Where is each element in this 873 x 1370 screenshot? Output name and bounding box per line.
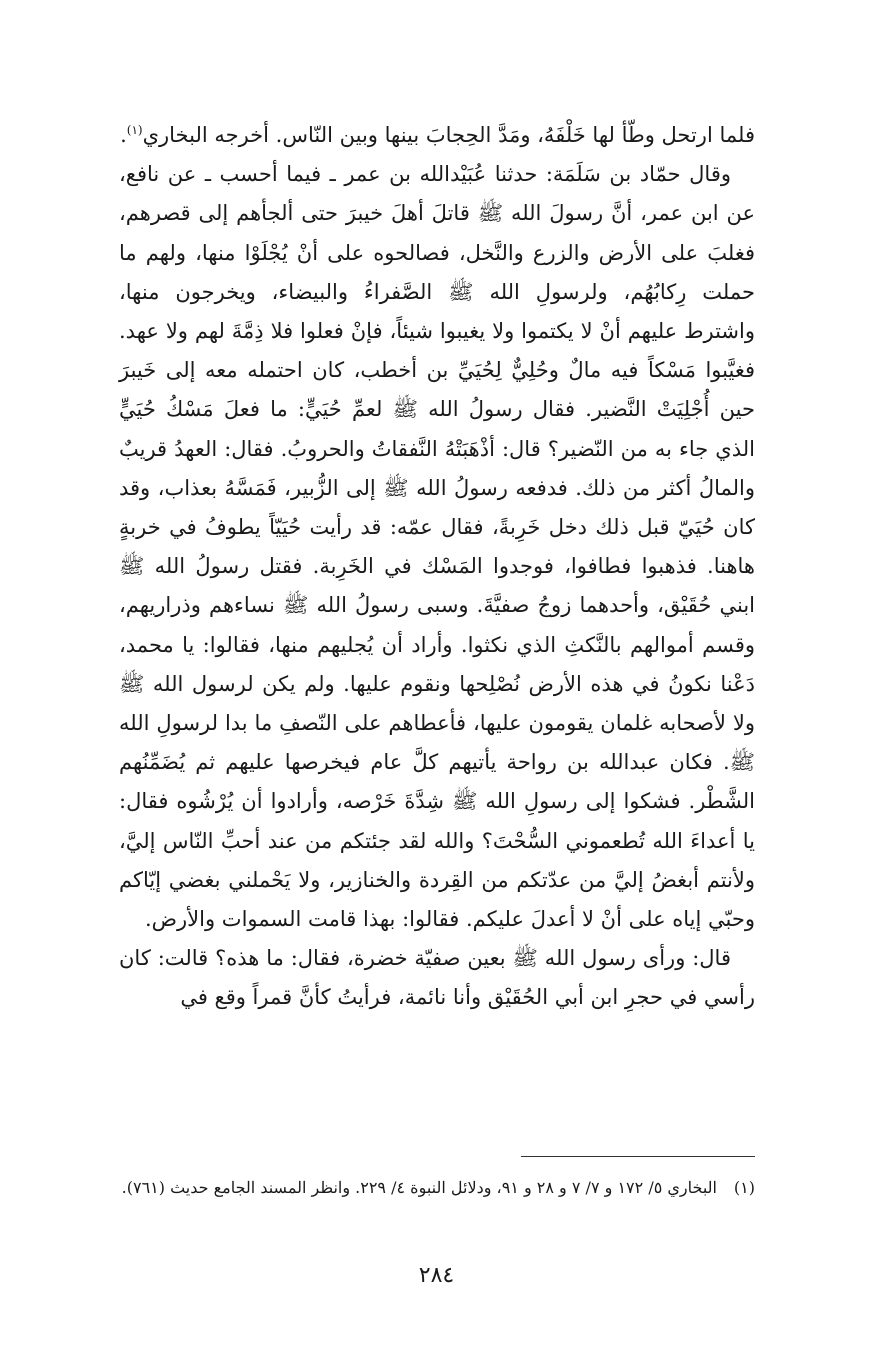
footnote-number: (١)	[733, 1178, 755, 1197]
footnote-item	[119, 1172, 755, 1203]
page-number: ٢٨٤	[418, 1263, 455, 1288]
paragraph-1-end: .	[120, 123, 127, 147]
paragraph-1-text: فلما ارتحل وطّأ لها خَلْفَهُ، ومَدَّ الحِجابَ بينها وبين النّاس. أخرجه البخاري	[142, 123, 755, 147]
footnote-text: البخاري ٥/ ١٧٢ و ٧/ ٧ و ٢٨ و ٩١، ودلائل النبوة ٤/ ٢٢٩. وانظر المسند الجامع حديث (٧٦١).	[121, 1178, 717, 1197]
paragraph-2: وقال حمّاد بن سَلَمَة: حدثنا عُبَيْدالله بن عمر ـ فيما أحسب ـ عن نافع، عن ابن عمر، أنَّ رسولَ الله ﷺ قاتلَ أهلَ خيبرَ حتى ألجأهم إلى قصرهم، فغلبَ على الأرض والزرع والنَّخل، فصالحوه على أنْ يُجْلَوْا منها، ولهم ما حملت رِكابُهُم، ولرسولِ الله ﷺ الصَّفراءُ والبيضاء، ويخرجون منها، واشترط عليهم أنْ لا يكتموا ولا يغيبوا شيئاً، فإنْ فعلوا فلا ذِمَّةَ لهم ولا عهد. فغيَّبوا مَسْكاً فيه مالٌ وحُلِيٌّ لِحُيَيِّ بن أخطب، كان احتمله معه إلى خَيبرَ حين أُجْلِيَتْ النَّضير. فقال رسولُ الله ﷺ لعمِّ حُيَيٍّ: ما فعلَ مَسْكُ حُيَيٍّ الذي جاء به من النّضير؟ قال: أذْهَبَتْهُ النَّفقاتُ والحروبُ. فقال: العهدُ قريبٌ والمالُ أكثر من ذلك. فدفعه رسولُ الله ﷺ إلى الزُّبير، فَمَسَّهُ بعذاب، وقد كان حُيَيّ قبل ذلك دخل خَرِبةً، فقال عمّه: قد رأيت حُيَيّاً يطوفُ في خربةٍ هاهنا. فذهبوا فطافوا، فوجدوا المَسْك في الخَرِبة. فقتل رسولُ الله ﷺ ابني حُقَيْق، وأحدهما زوجُ صفيَّةَ. وسبى رسولُ الله ﷺ نساءهم وذراريهم، وقسم أموالهم بالنَّكثِ الذي نكثوا. وأراد أن يُجليهم منها، فقالوا: يا محمد، دَعْنا نكونُ في هذه الأرض نُصْلِحها ونقوم عليها. ولم يكن لرسول الله ﷺ ولا لأصحابه غلمان يقومون عليها، فأعطاهم على النّصفِ ما بدا لرسولِ الله ﷺ. فكان عبدالله بن رواحة يأتيهم كلَّ عام فيخرصها عليهم ثم يُضَمِّنُهم الشَّطْر. فشكوا إلى رسولِ الله ﷺ شِدَّةَ خَرْصه، وأرادوا أن يُرْشُوه فقال: يا أعداءَ الله تُطعموني السُّحْتَ؟ والله لقد جئتكم من عند أحبِّ النّاس إليَّ، ولأنتم أبغضُ إليَّ من عدّتكم من القِردة والخنازير، ولا يَحْملني بغضي إيّاكم وحبّي إياه على أنْ لا أعدلَ عليكم. فقالوا: بهذا قامت السموات والأرض.	[119, 162, 755, 932]
footnote-reference[interactable]: (١)	[126, 123, 143, 137]
footnote-divider	[521, 1156, 755, 1157]
paragraph-3: قال: ورأى رسول الله ﷺ بعين صفيّة خضرة، فقال: ما هذه؟ قالت: كان رأسي في حجرِ ابن أبي الحُقَيْق وأنا نائمة، فرأيتُ كأنَّ قمراً وقع في	[119, 946, 755, 1010]
paragraph-1	[119, 116, 755, 155]
main-text-body	[119, 116, 755, 1018]
footnotes	[119, 1172, 755, 1203]
